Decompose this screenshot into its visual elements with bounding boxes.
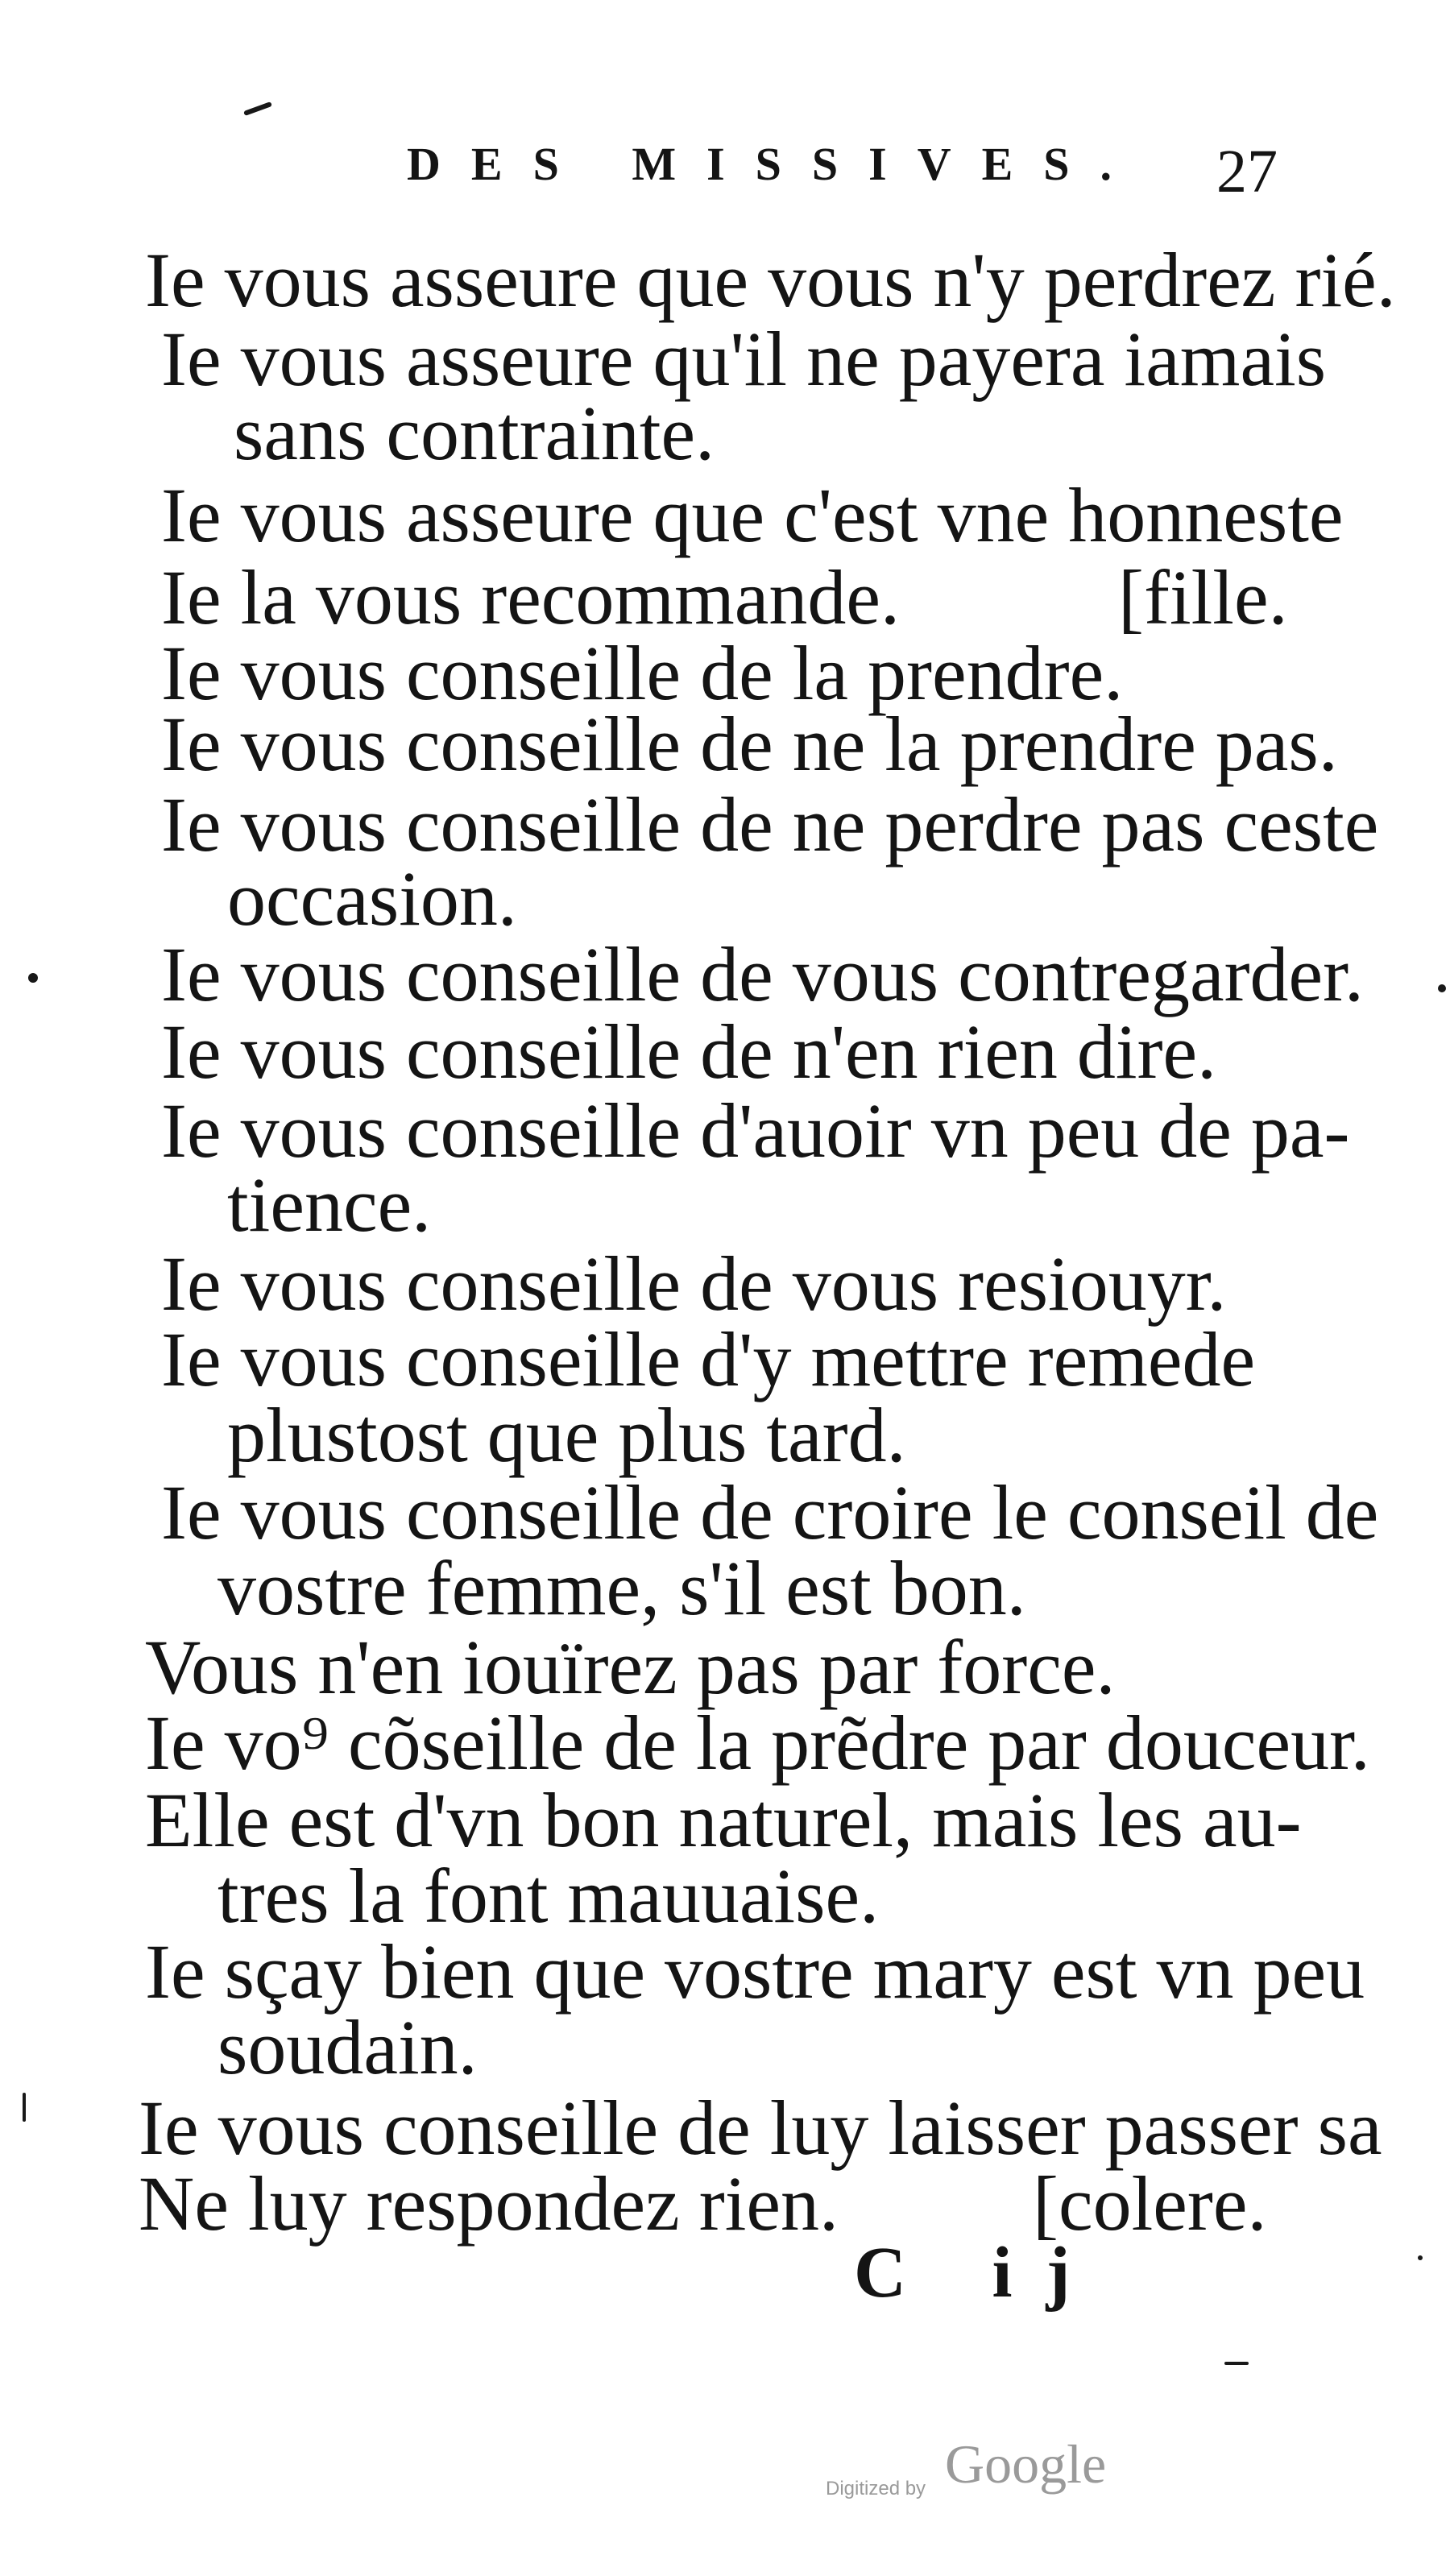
text-line: Ie vous asseure que vous n'y perdrez rié. bbox=[145, 237, 1396, 323]
text-line: Ie vous conseille d'y mettre remede bbox=[161, 1316, 1256, 1402]
text-line: Ie vous conseille de n'en rien dire. bbox=[161, 1008, 1217, 1095]
text-line: Ie vous conseille de vous resiouyr. bbox=[161, 1240, 1227, 1327]
ink-speck bbox=[243, 101, 272, 116]
text-line: Ie vo⁹ cõseille de la prẽdre par douceur. bbox=[145, 1700, 1370, 1786]
text-line: Ie vous asseure que c'est vne honneste bbox=[161, 472, 1344, 558]
ink-speck bbox=[1418, 2255, 1423, 2260]
text-line: Ie vous conseille de ne la prendre pas. bbox=[161, 701, 1338, 787]
text-line: Vous n'en iouïrez pas par force. bbox=[145, 1624, 1116, 1710]
text-line: Ie vous conseille de ne perdre pas ceste bbox=[161, 781, 1379, 868]
text-line: Ie vous conseille de vous contregarder. bbox=[161, 931, 1364, 1017]
text-line: vostre femme, s'il est bon. bbox=[218, 1545, 1026, 1631]
page-number: 27 bbox=[1216, 138, 1278, 205]
running-head: DES MISSIVES. bbox=[407, 138, 1143, 190]
text-line: Elle est d'vn bon naturel, mais les au- bbox=[145, 1777, 1302, 1863]
page-header bbox=[0, 137, 1450, 234]
ink-speck bbox=[1224, 2362, 1249, 2365]
text-line: sans contrainte. bbox=[234, 390, 715, 476]
text-line: tres la font mauuaise. bbox=[218, 1853, 880, 1939]
text-line: Ie sçay bien que vostre mary est vn peu bbox=[145, 1928, 1365, 2015]
ink-speck bbox=[28, 973, 38, 983]
signature-mark: C ij bbox=[854, 2233, 1104, 2313]
text-line: [colere. bbox=[1033, 2160, 1267, 2247]
text-line: Ie vous conseille de croire le conseil de bbox=[161, 1469, 1379, 1555]
text-line: Ie vous conseille d'auoir vn peu de pa- bbox=[161, 1087, 1350, 1174]
text-line: Ie vous asseure qu'il ne payera iamais bbox=[161, 316, 1327, 402]
text-line: Ie la vous recommande. bbox=[161, 554, 900, 640]
digitized-watermark bbox=[826, 2433, 1116, 2505]
text-line: plustost que plus tard. bbox=[227, 1392, 906, 1478]
text-line: Ie vous conseille de luy laisser passer sa bbox=[139, 2085, 1382, 2171]
text-line: tience. bbox=[227, 1162, 432, 1248]
text-line: occasion. bbox=[227, 855, 517, 942]
ink-speck bbox=[1438, 984, 1446, 992]
text-line: [fille. bbox=[1118, 554, 1288, 640]
watermark-digitized-label: Digitized by bbox=[826, 2478, 926, 2499]
text-line: soudain. bbox=[218, 2004, 478, 2090]
ink-speck bbox=[23, 2093, 26, 2122]
watermark-logo-text: Google bbox=[945, 2433, 1107, 2495]
text-line: Ne luy respondez rien. bbox=[139, 2160, 839, 2247]
text-line: Ie vous conseille de la prendre. bbox=[161, 630, 1124, 716]
